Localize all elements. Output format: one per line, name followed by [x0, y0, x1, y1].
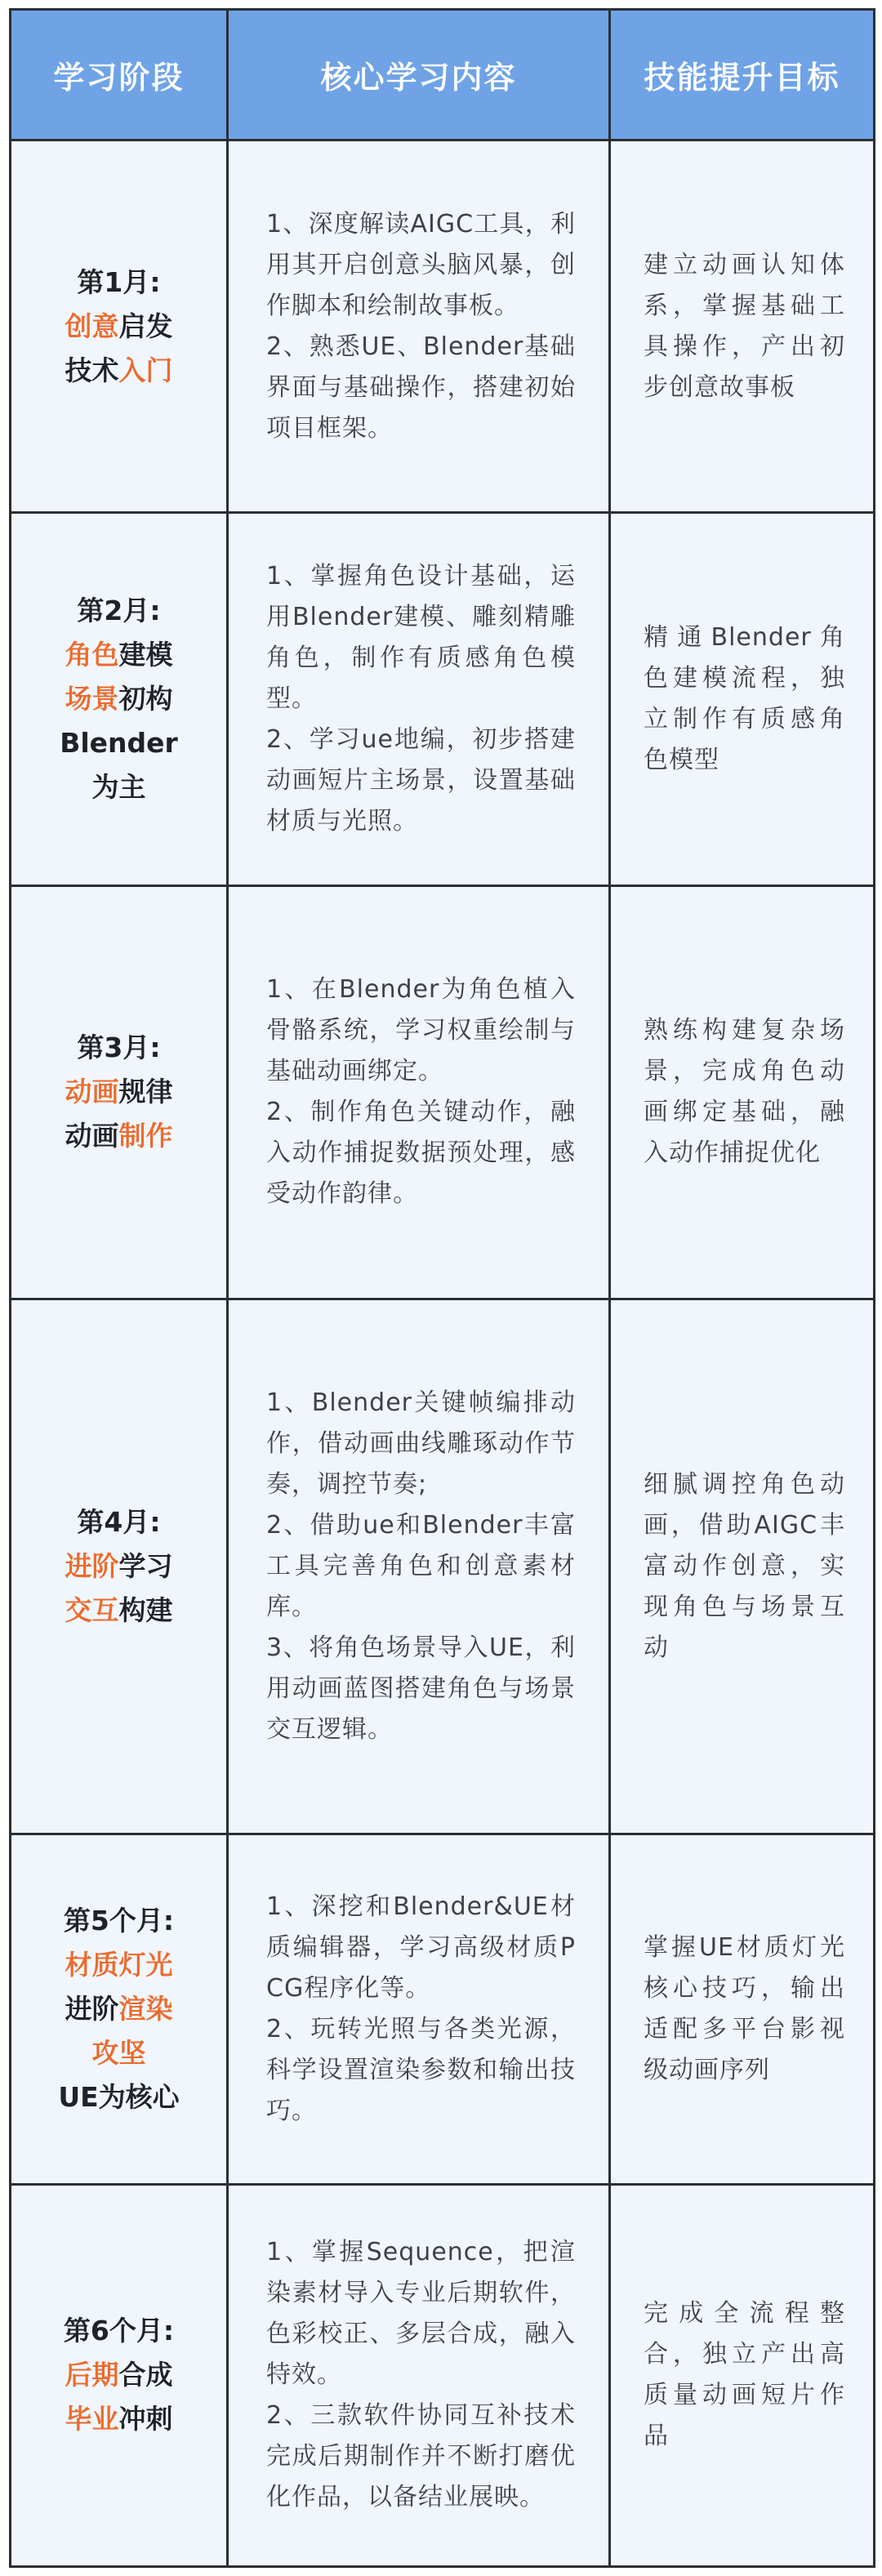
stage-line	[21, 1544, 216, 1589]
content-cell	[228, 140, 610, 513]
stage-line	[21, 2309, 216, 2353]
stage-line	[21, 1899, 216, 1943]
content-item: 2、制作角色关键动作，融入动作捕捉数据预处理，感受动作韵律。	[266, 1098, 576, 1209]
stage-highlight-text: 交互	[65, 1594, 119, 1627]
goal-cell	[610, 2184, 875, 2566]
content-cell	[228, 2184, 610, 2566]
goal-cell	[610, 885, 875, 1299]
goal-text: 完成全流程整合，独立产出高质量动画短片作品	[644, 2299, 845, 2451]
stage-text: 冲刺	[118, 2403, 173, 2436]
stage-highlight-text: 创意	[65, 310, 119, 342]
stage-line	[21, 765, 216, 809]
stage-line	[21, 2353, 216, 2397]
stage-text: 合成	[118, 2359, 173, 2391]
stage-highlight-text: 材质灯光	[65, 1949, 173, 1981]
table-row	[11, 1299, 875, 1834]
content-item: 2、熟悉UE、Blender基础界面与基础操作，搭建初始项目框架。	[266, 332, 576, 443]
content-item: 1、掌握角色设计基础，运用Blender建模、雕刻精雕角色，制作有质感角色模型。	[266, 561, 576, 713]
stage-line	[21, 261, 216, 305]
table-row	[11, 513, 875, 885]
stage-text: 第3月:	[77, 1032, 161, 1064]
stage-text: 动画	[65, 1120, 119, 1152]
stage-line	[21, 305, 216, 349]
goal-cell	[610, 140, 875, 513]
stage-text: 为主	[91, 770, 146, 803]
goal-cell	[610, 513, 875, 885]
stage-cell	[11, 140, 228, 513]
content-item: 1、深挖和Blender&UE材质编辑器，学习高级材质PCG程序化等。	[266, 1892, 576, 2003]
header-goal: 技能提升目标	[610, 10, 875, 140]
table-row	[11, 885, 875, 1299]
stage-text: 第2月:	[77, 594, 161, 626]
header-stage: 学习阶段	[11, 10, 228, 140]
content-cell	[228, 885, 610, 1299]
content-cell	[228, 1834, 610, 2184]
stage-line	[21, 1987, 216, 2031]
stage-highlight-text: 动画	[65, 1076, 119, 1108]
table-header-row	[11, 10, 875, 140]
stage-text: 建模	[118, 638, 173, 671]
goal-text: 建立动画认知体系，掌握基础工具操作，产出初步创意故事板	[644, 250, 845, 402]
stage-text: 学习	[118, 1550, 173, 1583]
content-item: 2、借助ue和Blender丰富工具完善角色和创意素材库。	[266, 1511, 576, 1622]
stage-line	[21, 1026, 216, 1070]
stage-line	[21, 2397, 216, 2441]
stage-text: UE为核心	[58, 2081, 180, 2114]
content-item: 2、三款软件协同互补技术完成后期制作并不断打磨优化作品，以备结业展映。	[266, 2401, 576, 2512]
stage-text: 初构	[118, 682, 173, 715]
stage-highlight-text: 制作	[118, 1120, 173, 1152]
content-item: 1、Blender关键帧编排动作，借动画曲线雕琢动作节奏，调控节奏;	[266, 1388, 576, 1500]
stage-line	[21, 1943, 216, 1987]
goal-text: 精通Blender角色建模流程，独立制作有质感角色模型	[644, 622, 845, 774]
content-item: 1、掌握Sequence，把渲染素材导入专业后期软件，色彩校正、多层合成，融入特效。	[266, 2238, 576, 2390]
stage-text: 启发	[118, 310, 173, 342]
stage-cell	[11, 1299, 228, 1834]
stage-line	[21, 2075, 216, 2119]
goal-text: 细腻调控角色动画，借助AIGC丰富动作创意，实现角色与场景互动	[644, 1470, 845, 1663]
stage-line	[21, 633, 216, 677]
stage-text: 进阶	[65, 1993, 119, 2026]
table-row	[11, 2184, 875, 2566]
stage-text: Blender	[60, 726, 178, 759]
stage-line	[21, 1070, 216, 1114]
stage-line	[21, 589, 216, 633]
curriculum-table	[9, 8, 875, 2568]
content-item: 3、将角色场景导入UE，利用动画蓝图搭建角色与场景交互逻辑。	[266, 1633, 576, 1745]
stage-highlight-text: 攻坚	[91, 2037, 146, 2070]
stage-text: 构建	[118, 1594, 173, 1627]
content-item: 1、在Blender为角色植入骨骼系统，学习权重绘制与基础动画绑定。	[266, 975, 576, 1086]
stage-line	[21, 1589, 216, 1633]
stage-highlight-text: 入门	[118, 354, 173, 386]
stage-line	[21, 677, 216, 721]
stage-text: 第5个月:	[63, 1905, 175, 1937]
stage-cell	[11, 513, 228, 885]
stage-text: 第1月:	[77, 265, 161, 298]
table-row	[11, 140, 875, 513]
table-row	[11, 1834, 875, 2184]
header-content: 核心学习内容	[228, 10, 610, 140]
stage-highlight-text: 进阶	[65, 1550, 119, 1583]
goal-cell	[610, 1834, 875, 2184]
stage-line	[21, 721, 216, 765]
goal-text: 熟练构建复杂场景，完成角色动画绑定基础，融入动作捕捉优化	[644, 1016, 845, 1168]
stage-line	[21, 1500, 216, 1544]
goal-cell	[610, 1299, 875, 1834]
stage-text: 第6个月:	[63, 2315, 175, 2347]
content-item: 1、深度解读AIGC工具，利用其开启创意头脑风暴，创作脚本和绘制故事板。	[266, 209, 576, 320]
stage-text: 规律	[118, 1076, 173, 1108]
stage-cell	[11, 885, 228, 1299]
table-body	[11, 140, 875, 2567]
content-cell	[228, 1299, 610, 1834]
stage-text: 第4月:	[77, 1506, 161, 1539]
stage-highlight-text: 毕业	[65, 2403, 119, 2436]
stage-highlight-text: 角色	[65, 638, 119, 671]
content-item: 2、玩转光照与各类光源，科学设置渲染参数和输出技巧。	[266, 2015, 576, 2126]
content-cell	[228, 513, 610, 885]
stage-line	[21, 349, 216, 393]
stage-highlight-text: 场景	[65, 682, 119, 715]
stage-text: 技术	[65, 354, 119, 386]
stage-line	[21, 1114, 216, 1158]
stage-highlight-text: 渲染	[118, 1993, 173, 2026]
stage-highlight-text: 后期	[65, 2359, 119, 2391]
stage-cell	[11, 1834, 228, 2184]
goal-text: 掌握UE材质灯光核心技巧，输出适配多平台影视级动画序列	[644, 1933, 845, 2085]
stage-cell	[11, 2184, 228, 2566]
stage-line	[21, 2031, 216, 2075]
content-item: 2、学习ue地编，初步搭建动画短片主场景，设置基础材质与光照。	[266, 724, 576, 836]
